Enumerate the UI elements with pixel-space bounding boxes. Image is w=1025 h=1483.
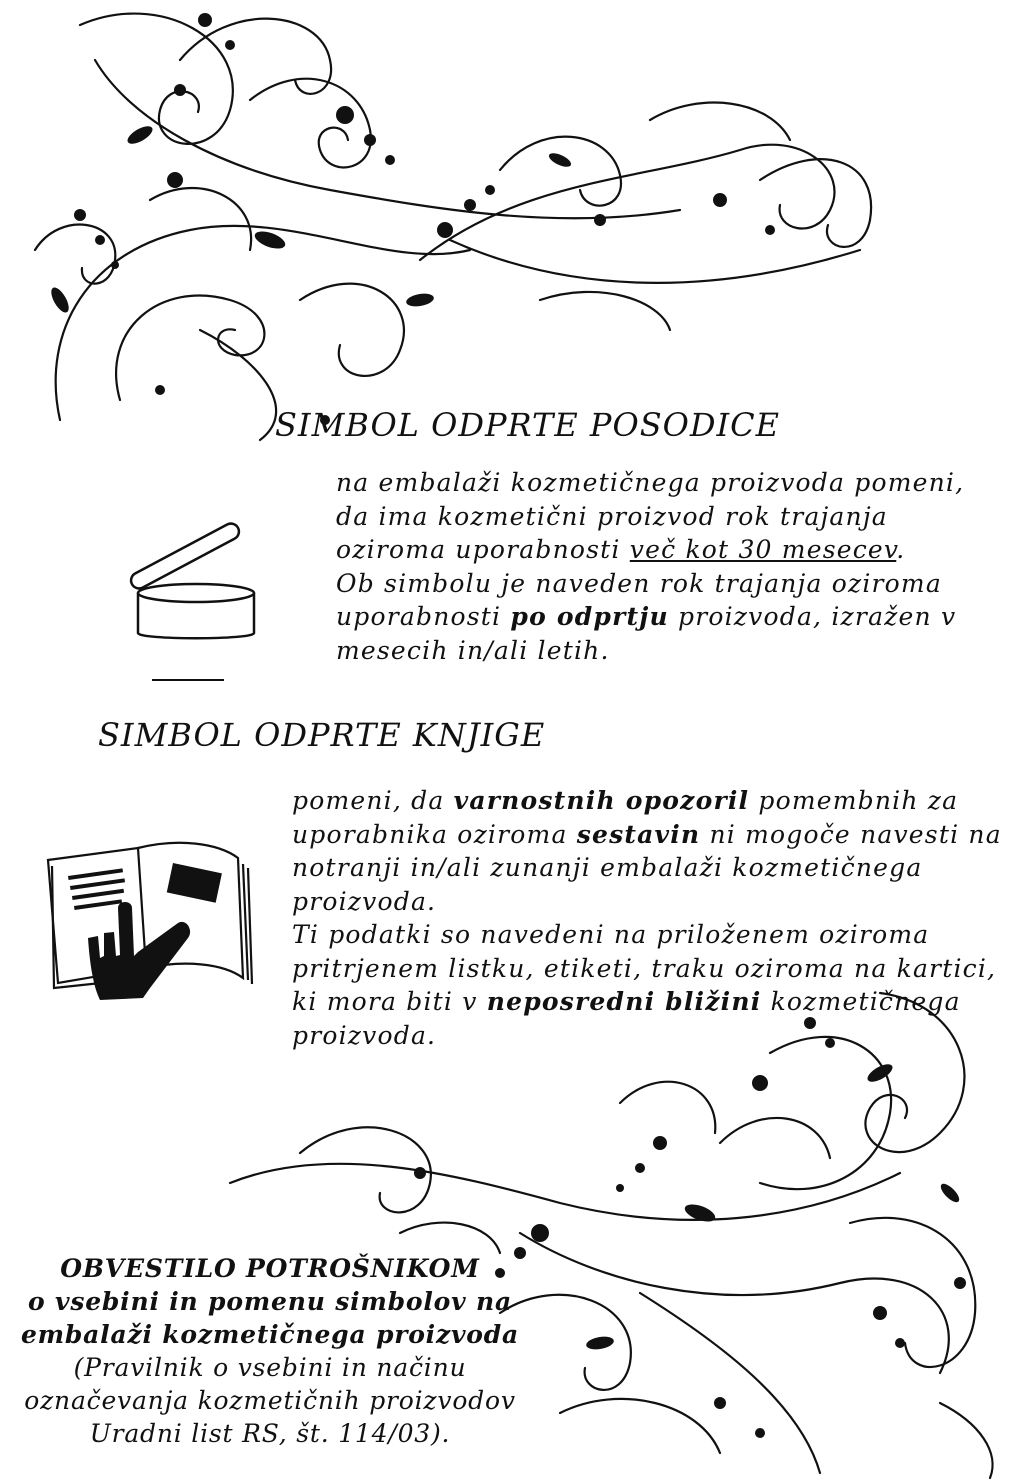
open-jar-icon	[120, 518, 260, 648]
section2-text-bold-2: sestavin	[576, 819, 701, 849]
section1-text-3: Ob simbolu je naveden rok trajanja oziroma uporabnosti	[336, 568, 942, 631]
section2-text	[292, 784, 1017, 1052]
top-floral-ornament	[0, 0, 1025, 460]
section1-text-1: na embalaži kozmetičnega proizvoda pomeni, da ima kozmetični proizvod rok trajanja oziroma uporabnosti	[336, 468, 965, 564]
divider-line	[152, 679, 224, 681]
section1-title: SIMBOL ODPRTE POSODICE	[275, 406, 780, 444]
section1-text-underlined: več kot 30 mesecev	[629, 535, 897, 564]
open-book-hand-icon	[38, 838, 258, 1008]
notice-subtitle: o vsebini in pomenu simbolov na embalaži kozmetičnega proizvoda	[20, 1287, 520, 1349]
section2-text-bold-1: varnostnih opozoril	[453, 786, 750, 815]
section2-title: SIMBOL ODPRTE KNJIGE	[98, 716, 546, 754]
section2-text-4: Ti podatki so navedeni na priloženem oziroma pritrjenem listku, etiketi, traku oziroma na kartici, ki mora biti v	[292, 920, 997, 1016]
section1-text-bold: po odprtju	[510, 602, 669, 631]
section2-text-1: pomeni, da	[292, 786, 445, 815]
section2-text-3: ni mogoče navesti na notranji in/ali zunanji embalaži kozmetičnega proizvoda.	[292, 819, 1002, 916]
section1-text-2: .	[896, 535, 906, 564]
section2-text-5: kozmetičnega proizvoda.	[292, 987, 961, 1050]
section2-text-bold-3: neposredni bližini	[486, 987, 762, 1016]
notice-title: OBVESTILO POTROŠNIKOM	[60, 1254, 480, 1283]
section1-text-4: proizvoda, izražen v mesecih in/ali letih.	[336, 602, 957, 665]
section2-text-2: pomembnih za uporabnika oziroma	[292, 786, 959, 849]
notice-reference: (Pravilnik o vsebini in načinu označevanja kozmetičnih proizvodov Uradni list RS, št. 114/03).	[24, 1353, 516, 1448]
consumer-notice	[20, 1252, 520, 1450]
section1-text	[336, 466, 1006, 667]
